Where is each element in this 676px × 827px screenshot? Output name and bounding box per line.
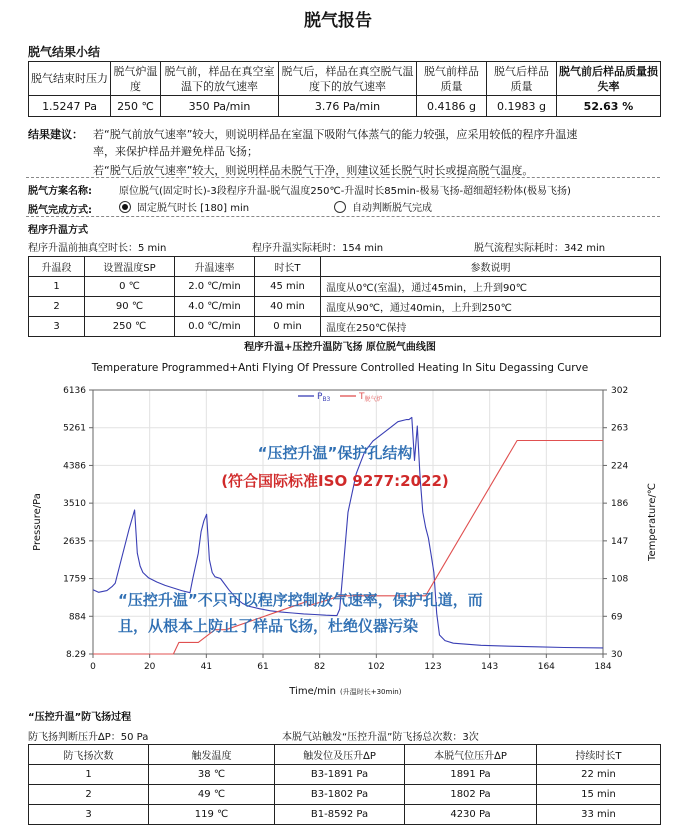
summary-value-rate-after: 3.76 Pa/min [279, 96, 417, 117]
legend-label-temperature: $T_{脱气炉}$ [359, 392, 383, 403]
legend-label-pressure: $P_{B3}$ [317, 392, 331, 403]
y-tick-label: 884 [68, 612, 86, 623]
summary-header-rate-after: 脱气后，样品在真空脱气温度下的放气速率 [279, 62, 417, 96]
annotation-2-line-1: “压控升温”不只可以程序控制放气速率，保护孔道，而 [118, 591, 483, 609]
table-cell: 49 ℃ [149, 785, 275, 805]
y2-tick-label: 263 [611, 423, 629, 434]
y-tick-label: 8.29 [65, 650, 86, 660]
table-cell: B3-1802 Pa [275, 785, 405, 805]
table-row [29, 297, 661, 317]
program-header-sp: 设置温度SP [85, 257, 175, 277]
chart-subtitle: Temperature Programmed+Anti Flying Of Pressure Controlled Heating In Situ Degassing Curve [91, 362, 589, 374]
table-cell: 4230 Pa [405, 805, 537, 825]
summary-header-mass-after: 脱气后样品质量 [487, 62, 557, 96]
annotation-1-line-2: (符合国际标准ISO 9277:2022) [221, 472, 449, 490]
anti-fly-header-trigger: 触发位及压升∆P [275, 745, 405, 765]
y-tick-label: 3510 [63, 499, 86, 510]
program-header-stage: 升温段 [29, 257, 85, 277]
summary-table [28, 61, 661, 117]
table-cell: 1 [29, 277, 85, 297]
summary-header-mass-loss: 脱气前后样品质量损失率 [557, 62, 661, 96]
chart-legend [298, 392, 383, 403]
plot-frame [93, 390, 603, 654]
summary-header-pressure: 脱气结束时压力 [29, 62, 111, 96]
x-tick-label: 164 [537, 662, 555, 672]
x-tick-label: 41 [200, 662, 213, 672]
program-total-time: 脱气流程实际耗时：342 min [474, 243, 606, 254]
table-row [29, 765, 661, 785]
option-fixed-label: 固定脱气时长 [180] min [137, 203, 250, 214]
annotation-protect-pores [221, 444, 449, 490]
table-cell: 温度从0℃(室温)，通过45min，上升到90℃ [321, 277, 661, 297]
table-cell: 250 ℃ [85, 317, 175, 337]
x-tick-label: 143 [481, 662, 499, 672]
summary-value-mass-loss: 52.63 % [557, 96, 661, 117]
anti-fly-header-count: 防飞扬次数 [29, 745, 149, 765]
annotation-1-line-1: “压控升温”保护孔结构 [257, 444, 413, 462]
program-actual-heating: 程序升温实际耗时：154 min [252, 243, 384, 254]
x-tick-label: 123 [424, 662, 442, 672]
x-tick-label: 20 [143, 662, 156, 672]
x-tick-label: 82 [313, 662, 326, 672]
advice-line-3: 若“脱气后放气速率”较大，则说明样品未脱气干净，则建议延长脱气时长或提高脱气温度。 [93, 164, 534, 177]
scheme-mode-label: 脱气完成方式: [28, 205, 92, 216]
anti-fly-threshold: 防飞扬判断压升∆P：50 Pa [28, 732, 149, 743]
program-heading: 程序升温方式 [28, 225, 88, 236]
summary-header-rate-before: 脱气前，样品在真空室温下的放气速率 [161, 62, 279, 96]
radio-unselected-icon[interactable] [334, 201, 346, 213]
summary-value-mass-before: 0.4186 g [417, 96, 487, 117]
summary-value-rate-before: 350 Pa/min [161, 96, 279, 117]
option-fixed-duration[interactable] [119, 199, 249, 214]
table-cell: 38 ℃ [149, 765, 275, 785]
table-cell: 2 [29, 785, 149, 805]
anti-fly-header-duration: 持续时长T [537, 745, 661, 765]
table-cell: 1802 Pa [405, 785, 537, 805]
x-axis-label: Time/min [289, 686, 336, 697]
summary-value-mass-after: 0.1983 g [487, 96, 557, 117]
table-cell: 4.0 ℃/min [175, 297, 255, 317]
divider [26, 177, 660, 178]
y-tick-label: 2635 [63, 536, 86, 547]
table-cell: 119 ℃ [149, 805, 275, 825]
program-header-duration: 时长T [255, 257, 321, 277]
scheme-name-value: 原位脱气(固定时长)-3段程序升温-脱气温度250℃-升温时长85min-极易飞扬-超细超轻粉体(极易飞扬) [119, 186, 571, 197]
program-header-desc: 参数说明 [321, 257, 661, 277]
summary-header-mass-before: 脱气前样品质量 [417, 62, 487, 96]
table-cell: 3 [29, 805, 149, 825]
y-axis-label: Pressure/Pa [32, 493, 43, 551]
summary-value-pressure: 1.5247 Pa [29, 96, 111, 117]
x-axis-note: (升温时长+30min) [340, 688, 402, 696]
y2-tick-label: 302 [611, 386, 629, 396]
table-cell: 45 min [255, 277, 321, 297]
y2-tick-label: 186 [611, 499, 629, 510]
table-cell: 3 [29, 317, 85, 337]
x-tick-label: 0 [90, 662, 96, 672]
table-cell: 22 min [537, 765, 661, 785]
summary-heading: 脱气结果小结 [28, 45, 101, 59]
table-row [29, 805, 661, 825]
table-cell: 0.0 ℃/min [175, 317, 255, 337]
table-cell: 15 min [537, 785, 661, 805]
scheme-name-label: 脱气方案名称: [28, 186, 92, 197]
table-cell: 33 min [537, 805, 661, 825]
anti-fly-heading: “压控升温”防飞扬过程 [28, 712, 132, 723]
table-cell: 2 [29, 297, 85, 317]
table-cell: 1891 Pa [405, 765, 537, 785]
table-cell: 90 ℃ [85, 297, 175, 317]
summary-header-furnace-temp: 脱气炉温度 [111, 62, 161, 96]
advice-line-2: 率，来保护样品并避免样品飞扬； [93, 145, 258, 158]
y-tick-label: 4386 [63, 461, 86, 472]
y2-axis-label: Temperature/℃ [647, 483, 658, 561]
x-tick-label: 102 [367, 662, 385, 672]
chart-title: 程序升温+压控升温防飞扬 原位脱气曲线图 [244, 342, 436, 353]
advice-label: 结果建议： [28, 128, 83, 141]
y2-tick-label: 30 [611, 650, 623, 660]
table-row [29, 785, 661, 805]
anti-fly-table [28, 744, 661, 825]
summary-value-furnace-temp: 250 ℃ [111, 96, 161, 117]
table-row [29, 317, 661, 337]
program-pre-vacuum: 程序升温前抽真空时长：5 min [28, 243, 167, 254]
anti-fly-header-temp: 触发温度 [149, 745, 275, 765]
y-tick-label: 6136 [63, 386, 86, 396]
degassing-chart [0, 336, 676, 700]
table-cell: 40 min [255, 297, 321, 317]
chart-grid [93, 390, 603, 654]
y-tick-label: 1759 [63, 574, 86, 585]
y2-tick-label: 224 [611, 461, 629, 472]
table-row [29, 277, 661, 297]
table-cell: 温度从90℃，通过40min，上升到250℃ [321, 297, 661, 317]
annotation-2-line-2: 且，从根本上防止了样品飞扬，杜绝仪器污染 [118, 617, 419, 635]
report-title: 脱气报告 [304, 11, 372, 31]
x-tick-label: 184 [594, 662, 612, 672]
radio-selected-icon[interactable] [119, 201, 131, 213]
program-header-rate: 升温速率 [175, 257, 255, 277]
option-auto-complete[interactable] [334, 199, 432, 214]
y2-tick-label: 69 [611, 612, 623, 623]
program-table [28, 256, 661, 337]
anti-fly-count: 本脱气站触发“压控升温”防飞扬总次数：3次 [282, 732, 479, 743]
y2-tick-label: 108 [611, 574, 629, 585]
divider [26, 216, 660, 217]
table-cell: 1 [29, 765, 149, 785]
option-auto-label: 自动判断脱气完成 [352, 203, 432, 214]
y-tick-label: 5261 [63, 423, 86, 434]
table-cell: 0 ℃ [85, 277, 175, 297]
table-cell: 0 min [255, 317, 321, 337]
table-cell: B1-8592 Pa [275, 805, 405, 825]
table-cell: B3-1891 Pa [275, 765, 405, 785]
anti-fly-header-local: 本脱气位压升∆P [405, 745, 537, 765]
y2-tick-label: 147 [611, 536, 629, 547]
table-cell: 2.0 ℃/min [175, 277, 255, 297]
x-tick-label: 61 [257, 662, 269, 672]
advice-line-1: 若“脱气前放气速率”较大，则说明样品在室温下吸附气体蒸气的能力较强，应采用较低的程序升温速 [93, 128, 578, 141]
table-cell: 温度在250℃保持 [321, 317, 661, 337]
